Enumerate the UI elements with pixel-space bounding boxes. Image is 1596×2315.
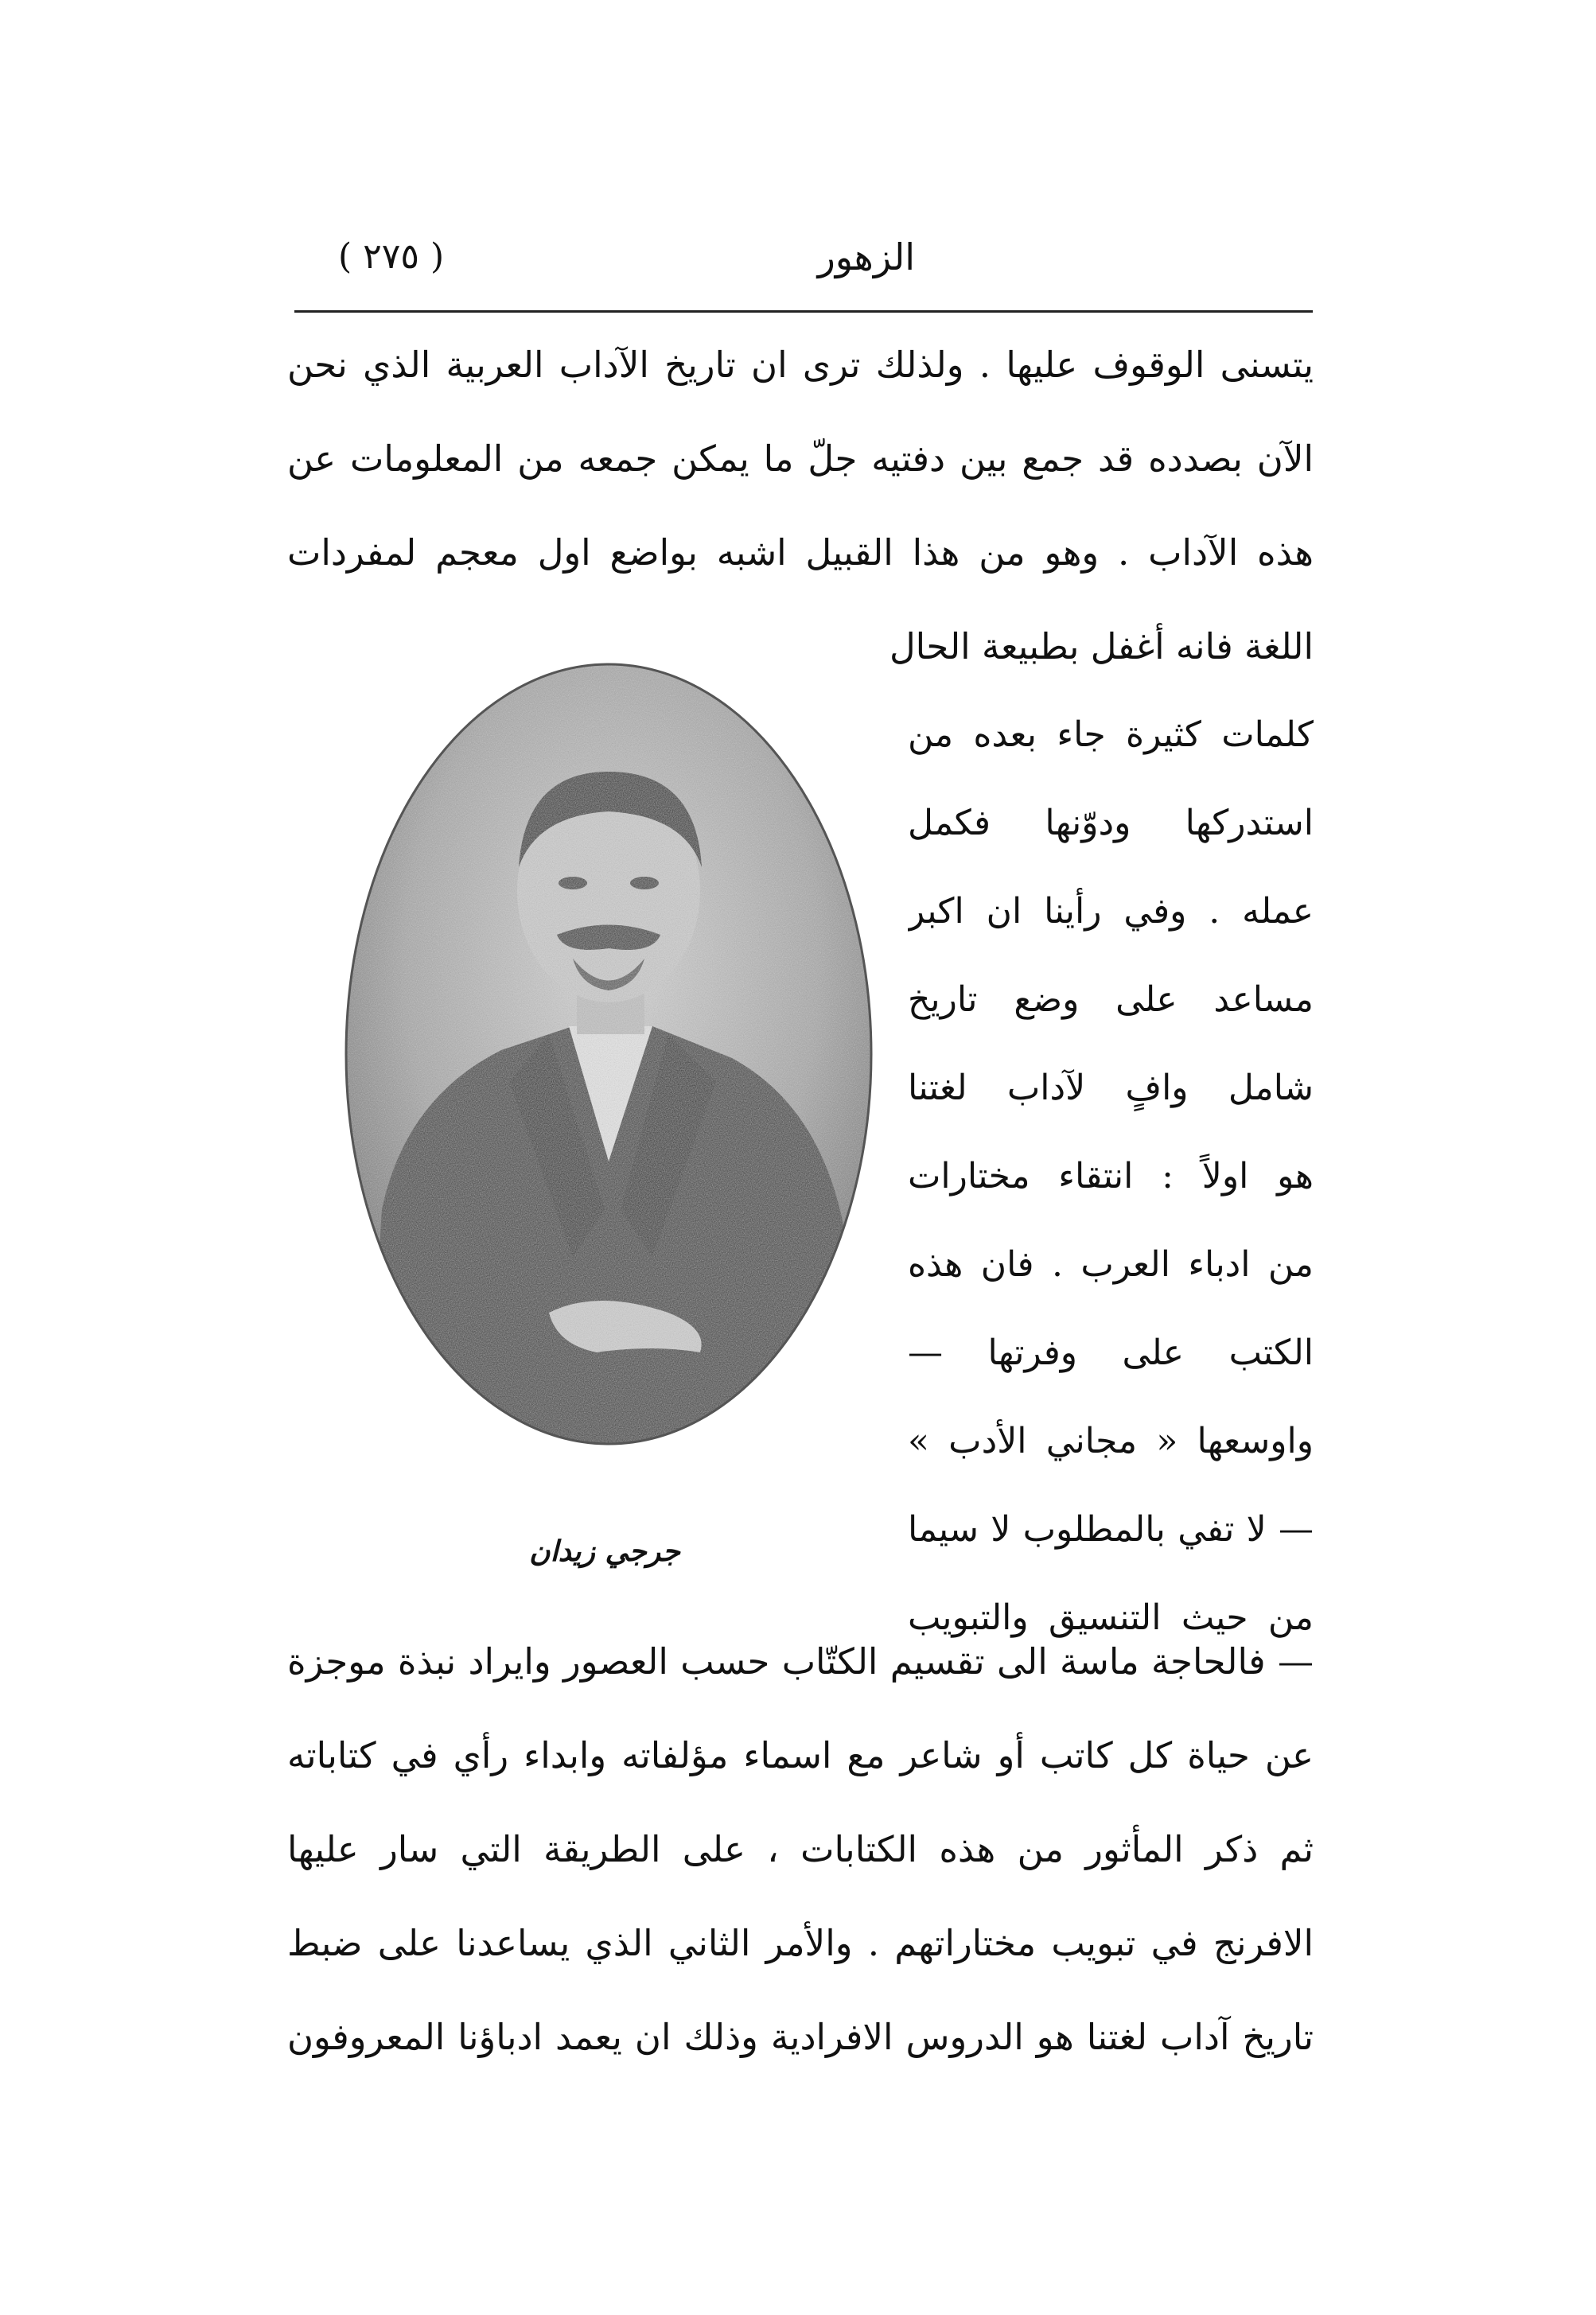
text-line: كلمات كثيرة جاء بعده من: [908, 714, 1314, 755]
text-line: — لا تفي بالمطلوب لا سيما: [908, 1509, 1314, 1550]
text-line: عمله . وفي رأينا ان اكبر: [908, 891, 1314, 932]
text-line: مساعد على وضع تاريخ: [908, 979, 1314, 1020]
text-line: من حيث التنسيق والتبويب: [908, 1597, 1314, 1638]
text-line: من ادباء العرب . فان هذه: [908, 1244, 1314, 1285]
text-line: هو اولاً : انتقاء مختارات: [908, 1156, 1314, 1196]
text-line: الآن بصدده قد جمع بين دفتيه جلّ ما يمكن جمعه من المعلومات عن: [287, 438, 1314, 480]
text-line: واوسعها « مجاني الأدب »: [908, 1421, 1314, 1461]
text-line: الكتب على وفرتها —: [908, 1333, 1314, 1373]
text-line: — فالحاجة ماسة الى تقسيم الكتّاب حسب العصور وايراد نبذة موجزة: [287, 1640, 1314, 1683]
text-line: عن حياة كل كاتب أو شاعر مع اسماء مؤلفاته وابداء رأي في كتاباته: [287, 1734, 1314, 1776]
top-paragraph: [287, 318, 1314, 694]
text-line: يتسنى الوقوف عليها . ولذلك ترى ان تاريخ الآداب العربية الذي نحن: [287, 344, 1314, 386]
text-line: شامل وافٍ لآداب لغتنا: [908, 1068, 1314, 1108]
running-title: الزهور: [817, 235, 915, 278]
bottom-paragraph: [287, 1615, 1314, 2084]
text-line: ثم ذكر المأثور من هذه الكتابات ، على الطريقة التي سار عليها: [287, 1828, 1314, 1870]
portrait-caption: جرجي زيدان: [529, 1535, 680, 1568]
text-line: اللغة فانه أغفل بطبيعة الحال: [889, 625, 1314, 667]
portrait-image: [334, 652, 891, 1472]
portrait-photo: [334, 652, 891, 1472]
page-number: ( ٢٧٥ ): [338, 236, 445, 277]
text-line: هذه الآداب . وهو من هذا القبيل اشبه بواضع اول معجم لمفردات: [287, 531, 1314, 574]
page-header: [294, 227, 1313, 298]
text-line: استدركها ودوّنها فكمل: [908, 803, 1314, 843]
text-line: الافرنج في تبويب مختاراتهم . والأمر الثاني الذي يساعدنا على ضبط: [287, 1922, 1314, 1964]
text-line: تاريخ آداب لغتنا هو الدروس الافرادية وذلك ان يعمد ادباؤنا المعروفون: [287, 2016, 1314, 2058]
header-rule: [294, 310, 1313, 313]
side-column: [908, 691, 1314, 1662]
